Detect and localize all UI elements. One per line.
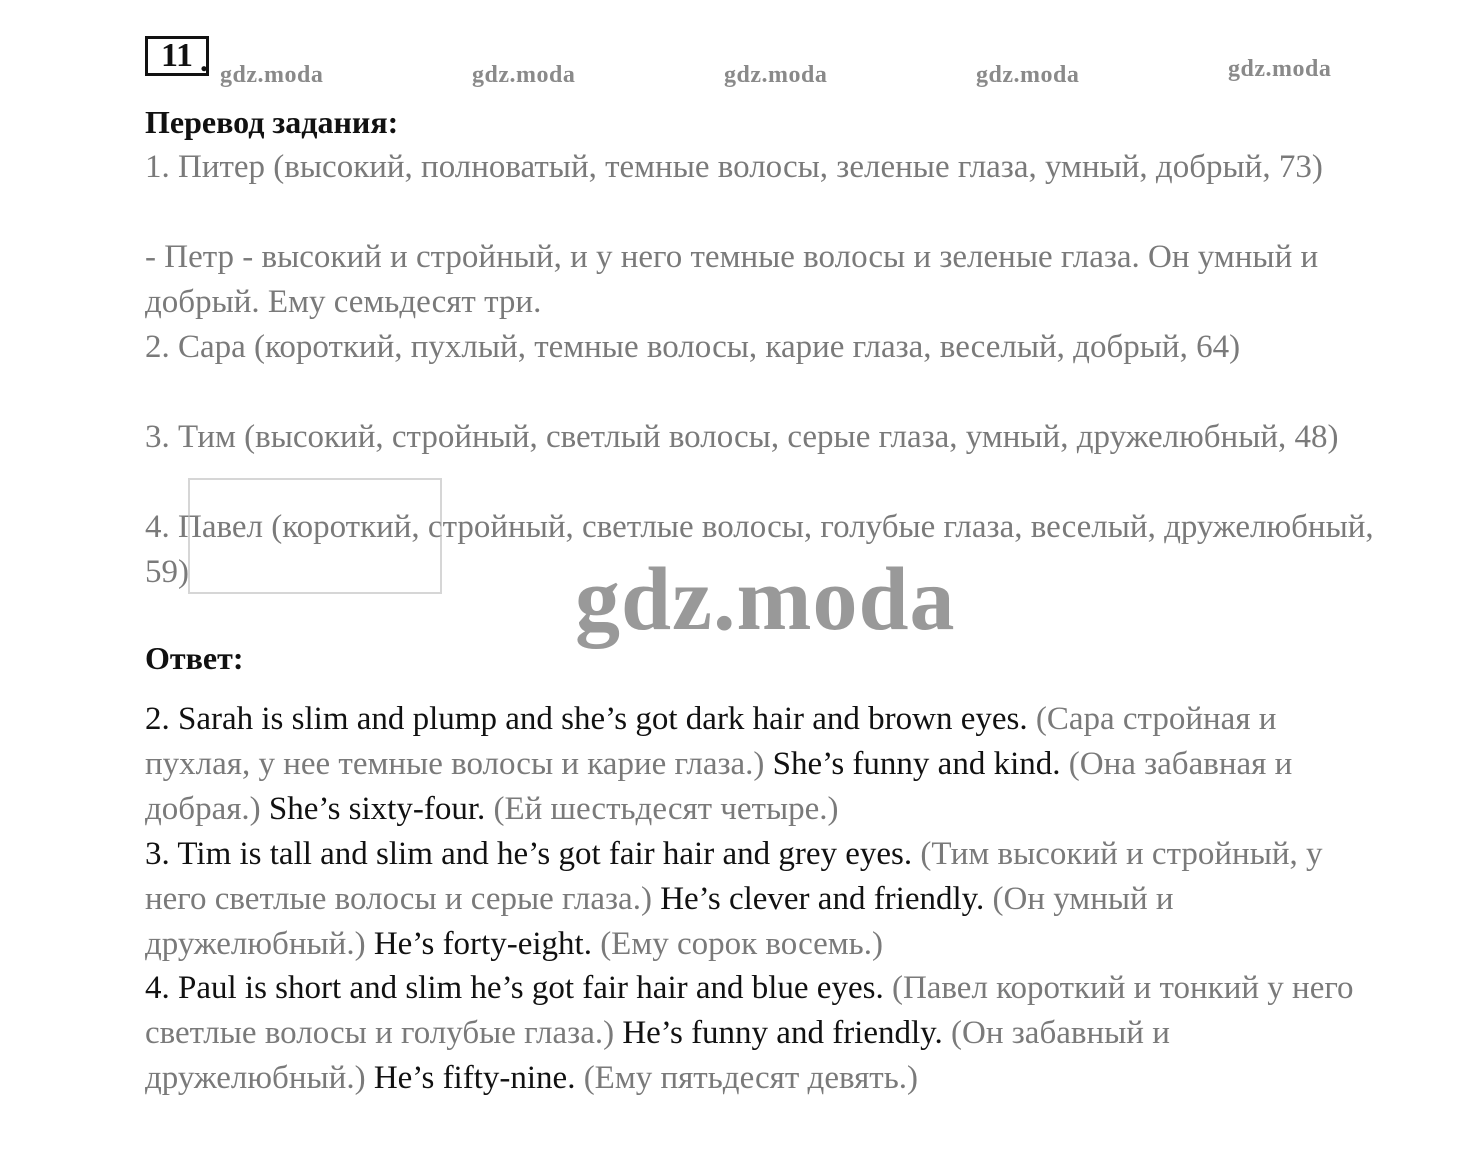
answer-sentence: 3. Tim is tall and slim and he’s got fair hair and grey eyes. (145, 836, 913, 872)
answer-translation: (Ему пятьдесят девять.) (583, 1060, 919, 1096)
answer-paragraph-paul (145, 966, 1385, 1101)
answer-translation: (Она забавная и добрая.) (145, 746, 1293, 827)
answer-sentence: She’s sixty-four. (268, 791, 486, 827)
answer-translation: (Ему сорок восемь.) (600, 926, 883, 962)
translation-item-1-answer: - Петр - высокий и стройный, и у него темные волосы и зеленые глаза. Он умный и добрый. Ему семьдесят три. (145, 239, 1319, 320)
answer-paragraph-tim (145, 832, 1385, 967)
answer-translation: (Ей шестьдесят четыре.) (493, 791, 839, 827)
ghost-frame (188, 478, 442, 594)
watermark-3: gdz.moda (724, 62, 828, 88)
answer-sentence: He’s forty-eight. (373, 926, 592, 962)
answer-sentence: 2. Sarah is slim and plump and she’s got dark hair and brown eyes. (145, 701, 1028, 737)
answer-sentence: She’s funny and kind. (772, 746, 1061, 782)
watermark-5: gdz.moda (1228, 56, 1332, 82)
translation-item-2: 2. Сара (короткий, пухлый, темные волосы, карие глаза, веселый, добрый, 64) (145, 329, 1241, 365)
answer-heading: Ответ: (145, 640, 244, 676)
answer-translation: (Тим высокий и стройный, у него светлые волосы и серые глаза.) (145, 836, 1323, 917)
answer-sentence: He’s clever and friendly. (660, 881, 985, 917)
large-watermark: gdz.moda (575, 550, 956, 649)
task-number-dot: . (200, 42, 208, 78)
watermark-1: gdz.moda (220, 62, 324, 88)
watermark-2: gdz.moda (472, 62, 576, 88)
answer-paragraph-sarah (145, 697, 1385, 832)
answer-translation: (Павел короткий и тонкий у него светлые волосы и голубые глаза.) (145, 970, 1354, 1051)
answer-sentence: 4. Paul is short and slim he’s got fair hair and blue eyes. (145, 970, 884, 1006)
answer-translation: (Он забавный и дружелюбный.) (145, 1015, 1170, 1096)
translation-item-4: 4. Павел (короткий, стройный, светлые волосы, голубые глаза, веселый, дружелюбный, 59) (145, 509, 1374, 590)
answer-translation: (Сара стройная и пухлая, у нее темные волосы и карие глаза.) (145, 701, 1277, 782)
watermark-4: gdz.moda (976, 62, 1080, 88)
translation-item-1: 1. Питер (высокий, полноватый, темные волосы, зеленые глаза, умный, добрый, 73) (145, 149, 1323, 185)
translation-heading: Перевод задания: (145, 104, 399, 140)
answer-sentence: He’s fifty-nine. (373, 1060, 576, 1096)
answer-sentence: He’s funny and friendly. (622, 1015, 943, 1051)
answer-translation: (Он умный и дружелюбный.) (145, 881, 1174, 962)
translation-item-3: 3. Тим (высокий, стройный, светлый волосы, серые глаза, умный, дружелюбный, 48) (145, 419, 1339, 455)
task-number: 11 (160, 37, 194, 74)
